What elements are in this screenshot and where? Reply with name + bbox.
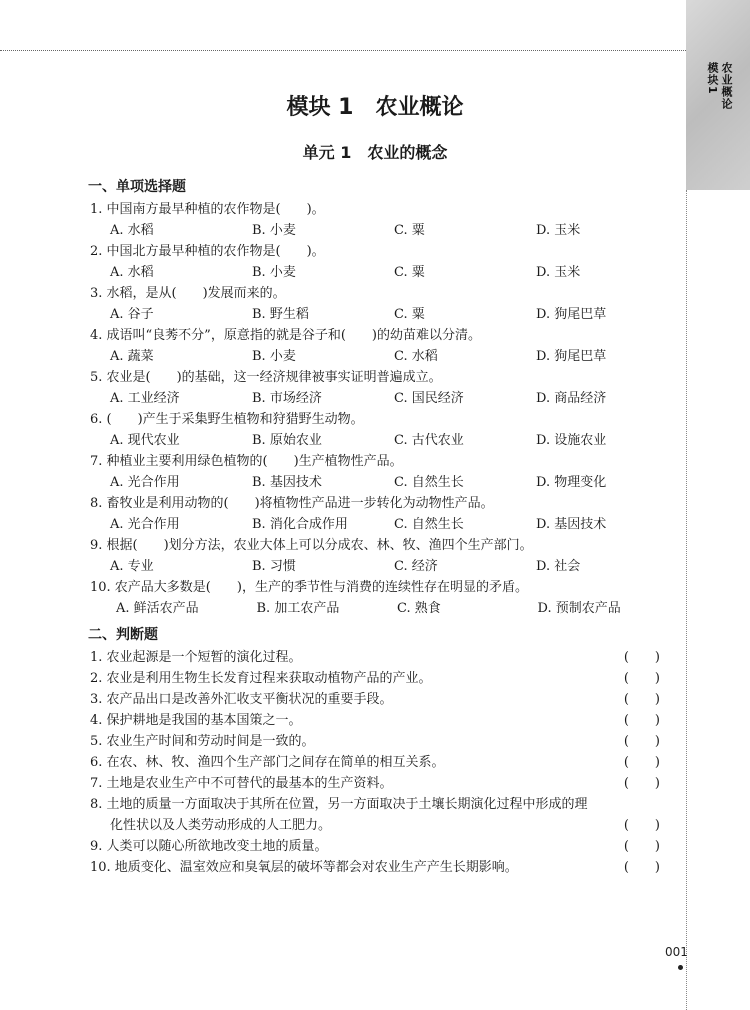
option-c: C. 粟 <box>394 265 425 280</box>
choice-question <box>88 325 678 367</box>
option-a: A. 蔬菜 <box>110 349 154 364</box>
question-stem: 9. 根据( )划分方法，农业大体上可以分成农、林、牧、渔四个生产部门。 <box>90 538 533 553</box>
side-dotted-rule <box>686 190 687 1010</box>
choice-question <box>88 451 678 493</box>
option-b: B. 习惯 <box>252 559 296 574</box>
option-c: C. 经济 <box>394 559 438 574</box>
top-dotted-rule <box>0 50 686 51</box>
judgement-text: 4. 保护耕地是我国的基本国策之一。 <box>90 713 302 728</box>
question-stem: 8. 畜牧业是利用动物的( )将植物性产品进一步转化为动物性产品。 <box>90 496 494 511</box>
side-tab-module: 模块1 <box>706 62 719 95</box>
answer-blank[interactable]: ( ) <box>623 860 660 875</box>
option-b: B. 市场经济 <box>252 391 322 406</box>
judgement-text-continued: 化性状以及人类劳动形成的人工肥力。 <box>110 818 332 833</box>
option-c: C. 水稻 <box>394 349 438 364</box>
judgement-item <box>88 731 678 752</box>
option-d: D. 预制农产品 <box>537 601 621 616</box>
question-stem: 1. 中国南方最早种植的农作物是( )。 <box>90 202 325 217</box>
content <box>88 175 678 878</box>
option-d: D. 玉米 <box>536 223 581 238</box>
judgement-item <box>88 836 678 857</box>
option-b: B. 消化合成作用 <box>252 517 348 532</box>
option-d: D. 狗尾巴草 <box>536 307 607 322</box>
choice-question <box>88 199 678 241</box>
section-title-judgement: 二、判断题 <box>88 627 158 643</box>
option-a: A. 专业 <box>110 559 154 574</box>
judgement-item <box>88 857 678 878</box>
judgement-text: 3. 农产品出口是改善外汇收支平衡状况的重要手段。 <box>90 692 393 707</box>
judgement-text: 8. 土地的质量一方面取决于其所在位置，另一方面取决于土壤长期演化过程中形成的理 <box>90 797 588 812</box>
judgement-item <box>88 710 678 731</box>
question-options <box>88 514 678 535</box>
option-b: B. 小麦 <box>252 349 296 364</box>
unit-title: 单元 1 农业的概念 <box>302 143 448 162</box>
choice-question-list <box>88 199 678 619</box>
answer-blank[interactable]: ( ) <box>623 839 660 854</box>
option-d: D. 社会 <box>536 559 581 574</box>
answer-blank[interactable]: ( ) <box>623 671 660 686</box>
question-stem: 5. 农业是( )的基础，这一经济规律被事实证明普遍成立。 <box>90 370 442 385</box>
answer-blank[interactable]: ( ) <box>623 650 660 665</box>
answer-blank[interactable]: ( ) <box>623 776 660 791</box>
choice-question <box>88 409 678 451</box>
option-d: D. 设施农业 <box>536 433 607 448</box>
judgement-text: 1. 农业起源是一个短暂的演化过程。 <box>90 650 302 665</box>
judgement-text: 5. 农业生产时间和劳动时间是一致的。 <box>90 734 315 749</box>
option-d: D. 商品经济 <box>536 391 607 406</box>
option-a: A. 工业经济 <box>110 391 180 406</box>
judgement-item <box>88 752 678 773</box>
option-b: B. 小麦 <box>252 223 296 238</box>
option-c: C. 粟 <box>394 307 425 322</box>
question-stem: 4. 成语叫“良莠不分”，原意指的就是谷子和( )的幼苗难以分清。 <box>90 328 481 343</box>
option-c: C. 粟 <box>394 223 425 238</box>
option-b: B. 野生稻 <box>252 307 309 322</box>
option-c: C. 自然生长 <box>394 475 464 490</box>
judgement-text: 2. 农业是利用生物生长发育过程来获取动植物产品的产业。 <box>90 671 432 686</box>
question-options <box>88 430 678 451</box>
judgement-item <box>88 668 678 689</box>
judgement-item <box>88 794 678 836</box>
choice-question <box>88 241 678 283</box>
option-d: D. 玉米 <box>536 265 581 280</box>
choice-question <box>88 283 678 325</box>
judgement-list <box>88 647 678 878</box>
question-options <box>88 220 678 241</box>
question-options <box>88 388 678 409</box>
question-stem: 10. 农产品大多数是( )，生产的季节性与消费的连续性存在明显的矛盾。 <box>90 580 528 595</box>
question-options <box>88 556 678 577</box>
question-options <box>88 472 678 493</box>
option-a: A. 鲜活农产品 <box>116 601 199 616</box>
option-b: B. 基因技术 <box>252 475 322 490</box>
option-a: A. 光合作用 <box>110 517 180 532</box>
side-tab-subject: 农业概论 <box>720 62 733 110</box>
question-stem: 7. 种植业主要利用绿色植物的( )生产植物性产品。 <box>90 454 403 469</box>
page-number: 001 <box>665 945 688 959</box>
option-d: D. 狗尾巴草 <box>536 349 607 364</box>
option-c: C. 古代农业 <box>394 433 464 448</box>
option-a: A. 水稻 <box>110 265 154 280</box>
option-b: B. 原始农业 <box>252 433 322 448</box>
judgement-text: 7. 土地是农业生产中不可替代的最基本的生产资料。 <box>90 776 393 791</box>
question-options <box>88 262 678 283</box>
judgement-text: 10. 地质变化、温室效应和臭氧层的破坏等都会对农业生产产生长期影响。 <box>90 860 518 875</box>
option-a: A. 现代农业 <box>110 433 180 448</box>
judgement-text: 6. 在农、林、牧、渔四个生产部门之间存在简单的相互关系。 <box>90 755 445 770</box>
choice-question <box>88 535 678 577</box>
option-c: C. 国民经济 <box>394 391 464 406</box>
option-c: C. 自然生长 <box>394 517 464 532</box>
option-b: B. 小麦 <box>252 265 296 280</box>
judgement-item <box>88 689 678 710</box>
answer-blank[interactable]: ( ) <box>623 713 660 728</box>
option-c: C. 熟食 <box>397 601 441 616</box>
judgement-item <box>88 647 678 668</box>
question-options <box>88 598 678 619</box>
option-a: A. 光合作用 <box>110 475 180 490</box>
module-title: 模块 1 农业概论 <box>286 95 464 120</box>
choice-question <box>88 493 678 535</box>
choice-question <box>88 367 678 409</box>
question-stem: 3. 水稻，是从( )发展而来的。 <box>90 286 286 301</box>
question-stem: 6. ( )产生于采集野生植物和狩猎野生动物。 <box>90 412 364 427</box>
option-d: D. 基因技术 <box>536 517 607 532</box>
question-options <box>88 346 678 367</box>
judgement-text: 9. 人类可以随心所欲地改变土地的质量。 <box>90 839 328 854</box>
judgement-item <box>88 773 678 794</box>
option-b: B. 加工农产品 <box>256 601 340 616</box>
answer-blank[interactable]: ( ) <box>623 755 660 770</box>
option-d: D. 物理变化 <box>536 475 607 490</box>
answer-blank[interactable]: ( ) <box>623 734 660 749</box>
section-title-choice: 一、单项选择题 <box>88 179 186 195</box>
page-number-dot <box>678 965 683 970</box>
answer-blank[interactable]: ( ) <box>623 818 660 833</box>
question-stem: 2. 中国北方最早种植的农作物是( )。 <box>90 244 325 259</box>
option-a: A. 谷子 <box>110 307 154 322</box>
option-a: A. 水稻 <box>110 223 154 238</box>
choice-question <box>88 577 678 619</box>
question-options <box>88 304 678 325</box>
answer-blank[interactable]: ( ) <box>623 692 660 707</box>
